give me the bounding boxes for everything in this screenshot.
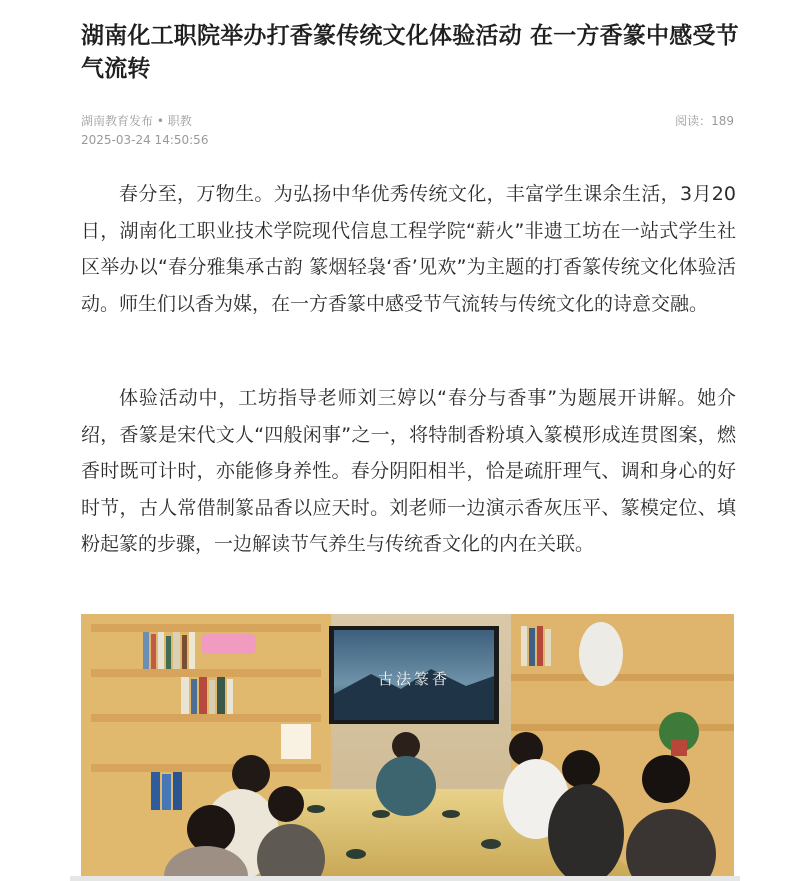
article-title: 湖南化工职院举办打香篆传统文化体验活动 在一方香篆中感受节气流转 (81, 23, 739, 82)
read-count: 阅读：189 (675, 114, 734, 128)
article-meta (81, 112, 208, 150)
bottom-scroll-track (70, 876, 740, 881)
article-paragraph: 春分至，万物生。为弘扬中华优秀传统文化，丰富学生课余生活，3月20日，湖南化工职业技术学院现代信息工程学院“薪火”非遗工坊在一站式学生社区举办以“春分雅集承古韵 篆烟轻袅‘香’见欢”为主题的打香篆传统文化体验活动。师生们以香为媒，在一方香篆中感受节气流转与传统文化的诗意交融。 (81, 183, 736, 315)
tv-screen-text: 古法篆香 (377, 670, 451, 688)
classroom-photo (81, 614, 734, 876)
article-photo[interactable] (81, 614, 734, 876)
article-paragraph: 体验活动中，工坊指导老师刘三婷以“春分与香事”为题展开讲解。她介绍，香篆是宋代文人“四般闲事”之一，将特制香粉填入篆模形成连贯图案，燃香时既可计时，亦能修身养性。春分阴阳相半，恰是疏肝理气、调和身心的好时节，古人常借制篆品香以应天时。刘老师一边演示香灰压平、篆模定位、填粉起篆的步骤，一边解读节气养生与传统香文化的内在关联。 (81, 387, 736, 555)
article-source[interactable]: 湖南教育发布 • 职教 (81, 114, 192, 128)
article-datetime: 2025-03-24 14:50:56 (81, 133, 209, 147)
